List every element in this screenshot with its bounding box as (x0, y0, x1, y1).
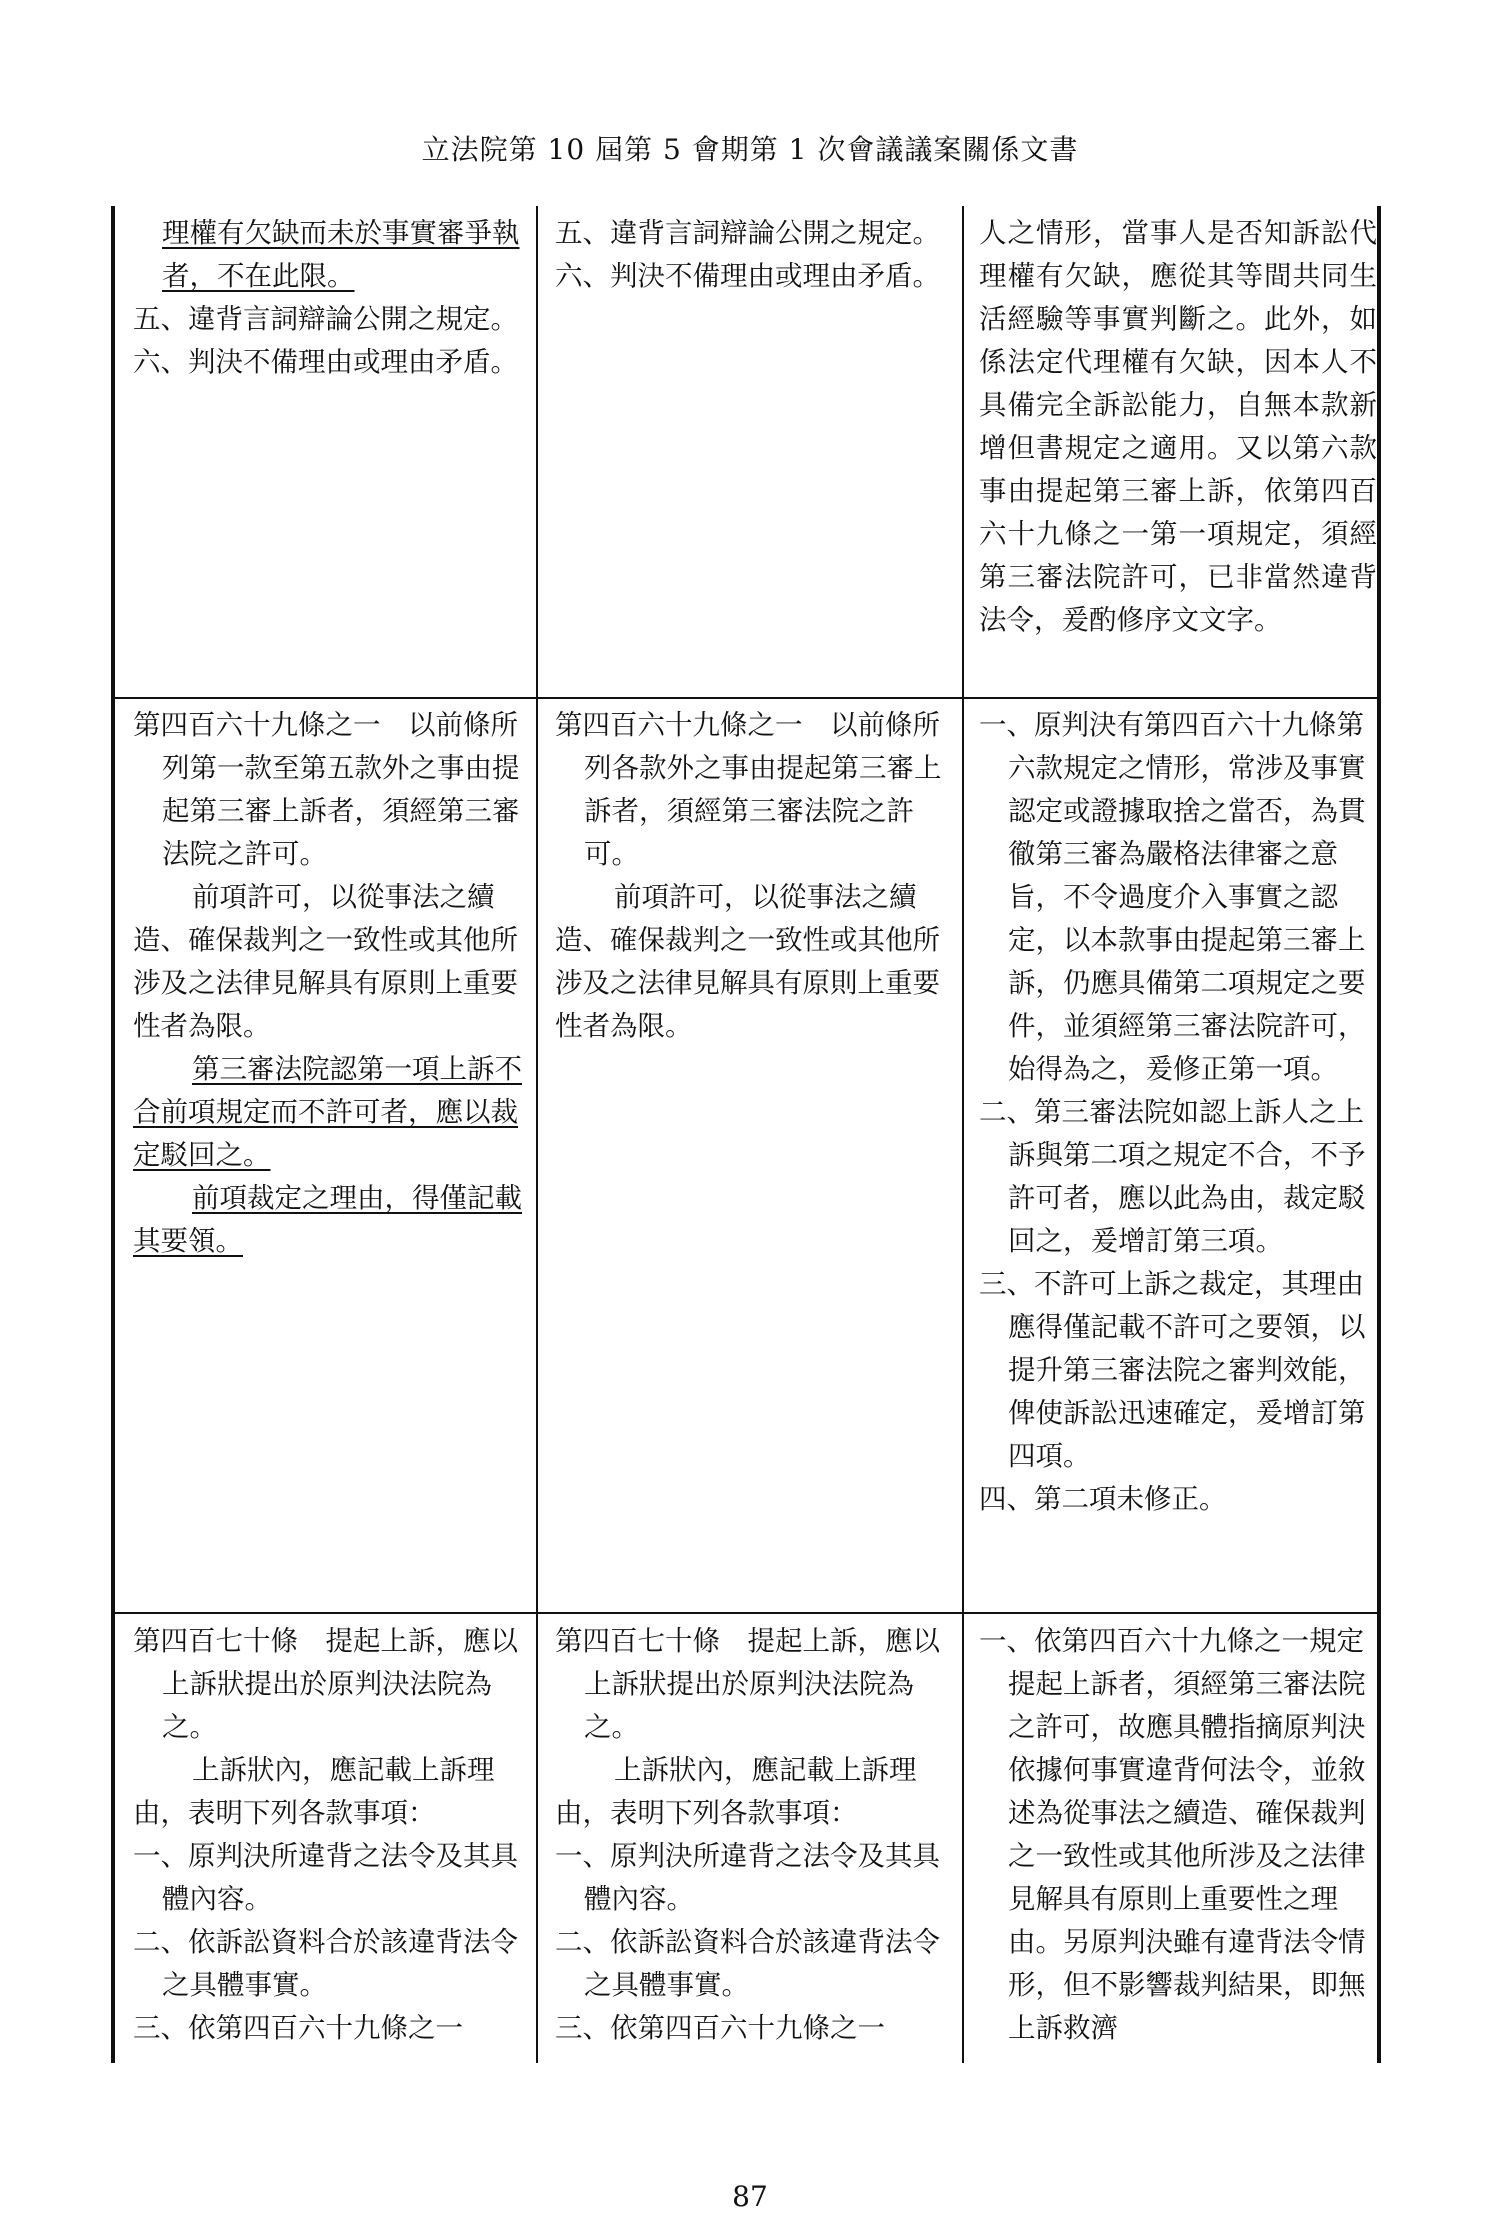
amended-clause: 理權有欠缺而未於事實審爭執者，不在此限。 (162, 217, 520, 292)
row1-current-text (555, 206, 957, 696)
explanation-item: 四、第二項未修正。 (979, 1483, 1227, 1515)
amended-clause: 二、依訴訟資料合於該違背法令之具體事實。 (133, 1926, 518, 2001)
row2-explanation (979, 698, 1377, 1611)
explanation-item: 一、原判決有第四百六十九條第六款規定之情形，常涉及事實認定或證據取捨之當否，為貫徹第三審為嚴格法律審之意旨，不令過度介入事實之認定，以本款事由提起第三審上訴，仍應具備第二項規定之要件，並須經第三審法院許可，始得為之，爰修正第一項。 (979, 709, 1366, 1085)
amended-clause: 三、依第四百六十九條之一 (133, 2012, 463, 2044)
current-clause: 六、判決不備理由或理由矛盾。 (555, 260, 940, 292)
row2-current-text (555, 698, 957, 1611)
document-header: 立法院第 10 屆第 5 會期第 1 次會議議案關係文書 (421, 133, 1079, 166)
amended-paragraph-new: 第三審法院認第一項上訴不合前項規定而不許可者，應以裁定駁回之。 (133, 1053, 522, 1171)
table-border-left (111, 206, 115, 2063)
current-clause: 五、違背言詞辯論公開之規定。 (555, 217, 940, 249)
amended-paragraph: 前項許可，以從事法之續造、確保裁判之一致性或其他所涉及之法律見解具有原則上重要性者為限。 (133, 881, 518, 1042)
row2-amended-text (133, 698, 529, 1611)
current-clause: 二、依訴訟資料合於該違背法令之具體事實。 (555, 1926, 940, 2001)
table-border-right (1377, 206, 1381, 2063)
article-470-current: 第四百七十條 提起上訴，應以上訴狀提出於原判決法院為之。 (555, 1625, 940, 1743)
article-470-amended: 第四百七十條 提起上訴，應以上訴狀提出於原判決法院為之。 (133, 1625, 518, 1743)
current-clause: 一、原判決所違背之法令及其具體內容。 (555, 1840, 940, 1915)
current-clause: 三、依第四百六十九條之一 (555, 2012, 885, 2044)
current-paragraph: 上訴狀內，應記載上訴理由，表明下列各款事項： (555, 1754, 917, 1829)
amended-clause: 六、判決不備理由或理由矛盾。 (133, 346, 518, 378)
explanation-item: 一、依第四百六十九條之一規定提起上訴者，須經第三審法院之許可，故應具體指摘原判決依據何事實違背何法令，並敘述為從事法之續造、確保裁判之一致性或其他所涉及之法律見解具有原則上重要性之理由。另原判決雖有違背法令情形，但不影響裁判結果，即無上訴救濟 (979, 1625, 1366, 2044)
row1-explanation (979, 206, 1377, 696)
article-469-1-current: 第四百六十九條之一 以前條所列各款外之事由提起第三審上訴者，須經第三審法院之許可。 (555, 709, 942, 870)
row3-current-text (555, 1614, 957, 2063)
current-paragraph: 前項許可，以從事法之續造、確保裁判之一致性或其他所涉及之法律見解具有原則上重要性者為限。 (555, 881, 940, 1042)
amended-clause: 五、違背言詞辯論公開之規定。 (133, 303, 518, 335)
comparison-table (111, 206, 1381, 2063)
row3-explanation (979, 1614, 1377, 2063)
article-469-1-amended: 第四百六十九條之一 以前條所列第一款至第五款外之事由提起第三審上訴者，須經第三審法院之許可。 (133, 709, 520, 870)
row1-amended-text (133, 206, 529, 696)
column-divider (962, 206, 964, 2063)
explanation-item: 三、不許可上訴之裁定，其理由應得僅記載不許可之要領，以提升第三審法院之審判效能，俾使訴訟迅速確定，爰增訂第四項。 (979, 1268, 1366, 1472)
amended-clause: 一、原判決所違背之法令及其具體內容。 (133, 1840, 518, 1915)
explanation-item: 二、第三審法院如認上訴人之上訴與第二項之規定不合，不予許可者，應以此為由，裁定駁回之，爰增訂第三項。 (979, 1096, 1366, 1257)
column-divider (536, 206, 538, 2063)
explanation-paragraph: 人之情形，當事人是否知訴訟代理權有欠缺，應從其等間共同生活經驗等事實判斷之。此外，如係法定代理權有欠缺，因本人不具備完全訴訟能力，自無本款新增但書規定之適用。又以第六款事由提起第三審上訴，依第四百六十九條之一第一項規定，須經第三審法院許可，已非當然違背法令，爰酌修序文文字。 (979, 217, 1377, 636)
amended-paragraph-new: 前項裁定之理由，得僅記載其要領。 (133, 1182, 522, 1257)
page-number: 87 (732, 2180, 768, 2213)
row3-amended-text (133, 1614, 529, 2063)
amended-paragraph: 上訴狀內，應記載上訴理由，表明下列各款事項： (133, 1754, 495, 1829)
